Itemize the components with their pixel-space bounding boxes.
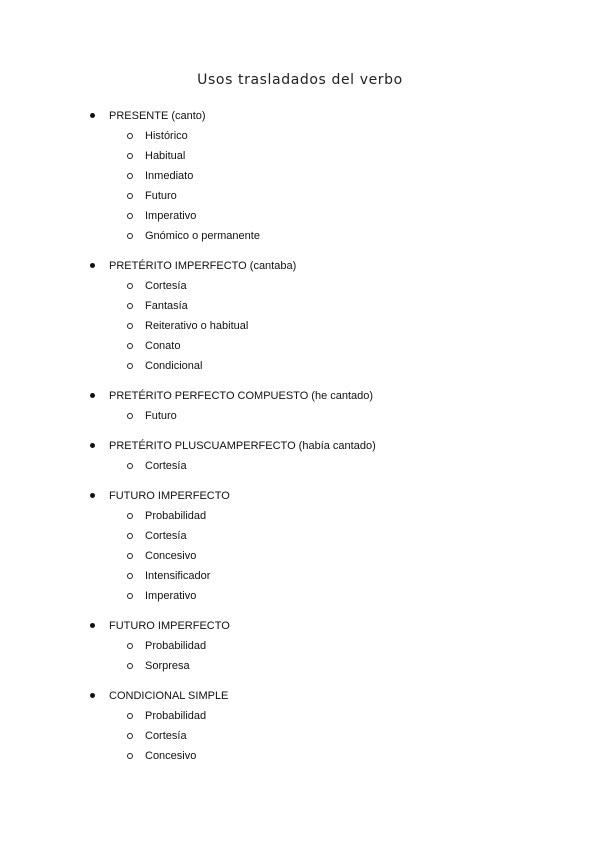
use-list-item — [0, 746, 600, 766]
use-list-item — [0, 316, 600, 336]
filled-bullet-icon — [90, 393, 95, 398]
use-list-item — [0, 296, 600, 316]
hollow-bullet-icon — [127, 753, 133, 759]
hollow-bullet-icon — [127, 593, 133, 599]
filled-bullet-icon — [90, 623, 95, 628]
use-label: Concesivo — [145, 550, 197, 562]
use-list-item — [0, 566, 600, 586]
use-list-item — [0, 126, 600, 146]
hollow-bullet-icon — [127, 643, 133, 649]
use-list-item — [0, 186, 600, 206]
verb-uses-list — [0, 106, 600, 776]
hollow-bullet-icon — [127, 413, 133, 419]
use-label: Futuro — [145, 190, 177, 202]
use-label: Fantasía — [145, 300, 188, 312]
tense-section — [0, 386, 600, 426]
use-label: Probabilidad — [145, 510, 207, 522]
tense-heading-label: FUTURO IMPERFECTO — [109, 620, 230, 632]
tense-heading-label: CONDICIONAL SIMPLE — [109, 690, 229, 702]
tense-heading-item — [0, 616, 600, 636]
use-label: Histórico — [145, 130, 188, 142]
use-list-item — [0, 526, 600, 546]
use-label: Condicional — [145, 360, 203, 372]
use-list-item — [0, 146, 600, 166]
tense-section — [0, 686, 600, 766]
use-list-item — [0, 356, 600, 376]
tense-section — [0, 106, 600, 246]
tense-heading-item — [0, 686, 600, 706]
use-label: Imperativo — [145, 590, 197, 602]
use-list-item — [0, 406, 600, 426]
use-list-item — [0, 456, 600, 476]
hollow-bullet-icon — [127, 153, 133, 159]
hollow-bullet-icon — [127, 323, 133, 329]
hollow-bullet-icon — [127, 573, 133, 579]
use-label: Probabilidad — [145, 640, 207, 652]
use-label: Cortesía — [145, 530, 187, 542]
hollow-bullet-icon — [127, 663, 133, 669]
tense-heading-item — [0, 106, 600, 126]
use-list-item — [0, 276, 600, 296]
hollow-bullet-icon — [127, 303, 133, 309]
use-list-item — [0, 586, 600, 606]
hollow-bullet-icon — [127, 463, 133, 469]
tense-heading-item — [0, 256, 600, 276]
hollow-bullet-icon — [127, 553, 133, 559]
use-list-item — [0, 726, 600, 746]
hollow-bullet-icon — [127, 213, 133, 219]
tense-heading-label: PRETÉRITO PERFECTO COMPUESTO (he cantado) — [109, 390, 374, 402]
use-list-item — [0, 546, 600, 566]
use-label: Cortesía — [145, 460, 187, 472]
use-list-item — [0, 506, 600, 526]
tense-section — [0, 616, 600, 676]
use-label: Intensificador — [145, 570, 211, 582]
hollow-bullet-icon — [127, 713, 133, 719]
use-label: Futuro — [145, 410, 177, 422]
use-label: Concesivo — [145, 750, 197, 762]
hollow-bullet-icon — [127, 193, 133, 199]
use-label: Cortesía — [145, 730, 187, 742]
filled-bullet-icon — [90, 443, 95, 448]
hollow-bullet-icon — [127, 513, 133, 519]
tense-heading-label: PRETÉRITO IMPERFECTO (cantaba) — [109, 260, 297, 272]
tense-heading-item — [0, 486, 600, 506]
use-label: Reiterativo o habitual — [145, 320, 249, 332]
filled-bullet-icon — [90, 493, 95, 498]
tense-heading-label: PRETÉRITO PLUSCUAMPERFECTO (había cantado) — [109, 440, 376, 452]
use-list-item — [0, 226, 600, 246]
tense-heading-item — [0, 386, 600, 406]
document-title: Usos trasladados del verbo — [197, 72, 403, 88]
use-label: Inmediato — [145, 170, 194, 182]
use-label: Gnómico o permanente — [145, 230, 260, 242]
filled-bullet-icon — [90, 693, 95, 698]
hollow-bullet-icon — [127, 363, 133, 369]
use-label: Imperativo — [145, 210, 197, 222]
use-label: Cortesía — [145, 280, 187, 292]
tense-section — [0, 436, 600, 476]
use-list-item — [0, 706, 600, 726]
tense-section — [0, 256, 600, 376]
hollow-bullet-icon — [127, 283, 133, 289]
use-list-item — [0, 206, 600, 226]
hollow-bullet-icon — [127, 133, 133, 139]
hollow-bullet-icon — [127, 173, 133, 179]
tense-heading-item — [0, 436, 600, 456]
use-list-item — [0, 336, 600, 356]
tense-section — [0, 486, 600, 606]
hollow-bullet-icon — [127, 233, 133, 239]
filled-bullet-icon — [90, 263, 95, 268]
filled-bullet-icon — [90, 113, 95, 118]
use-list-item — [0, 166, 600, 186]
use-label: Probabilidad — [145, 710, 207, 722]
use-list-item — [0, 636, 600, 656]
hollow-bullet-icon — [127, 733, 133, 739]
tense-heading-label: PRESENTE (canto) — [109, 110, 206, 122]
use-label: Conato — [145, 340, 181, 352]
hollow-bullet-icon — [127, 343, 133, 349]
use-label: Habitual — [145, 150, 186, 162]
hollow-bullet-icon — [127, 533, 133, 539]
use-label: Sorpresa — [145, 660, 190, 672]
tense-heading-label: FUTURO IMPERFECTO — [109, 490, 230, 502]
use-list-item — [0, 656, 600, 676]
